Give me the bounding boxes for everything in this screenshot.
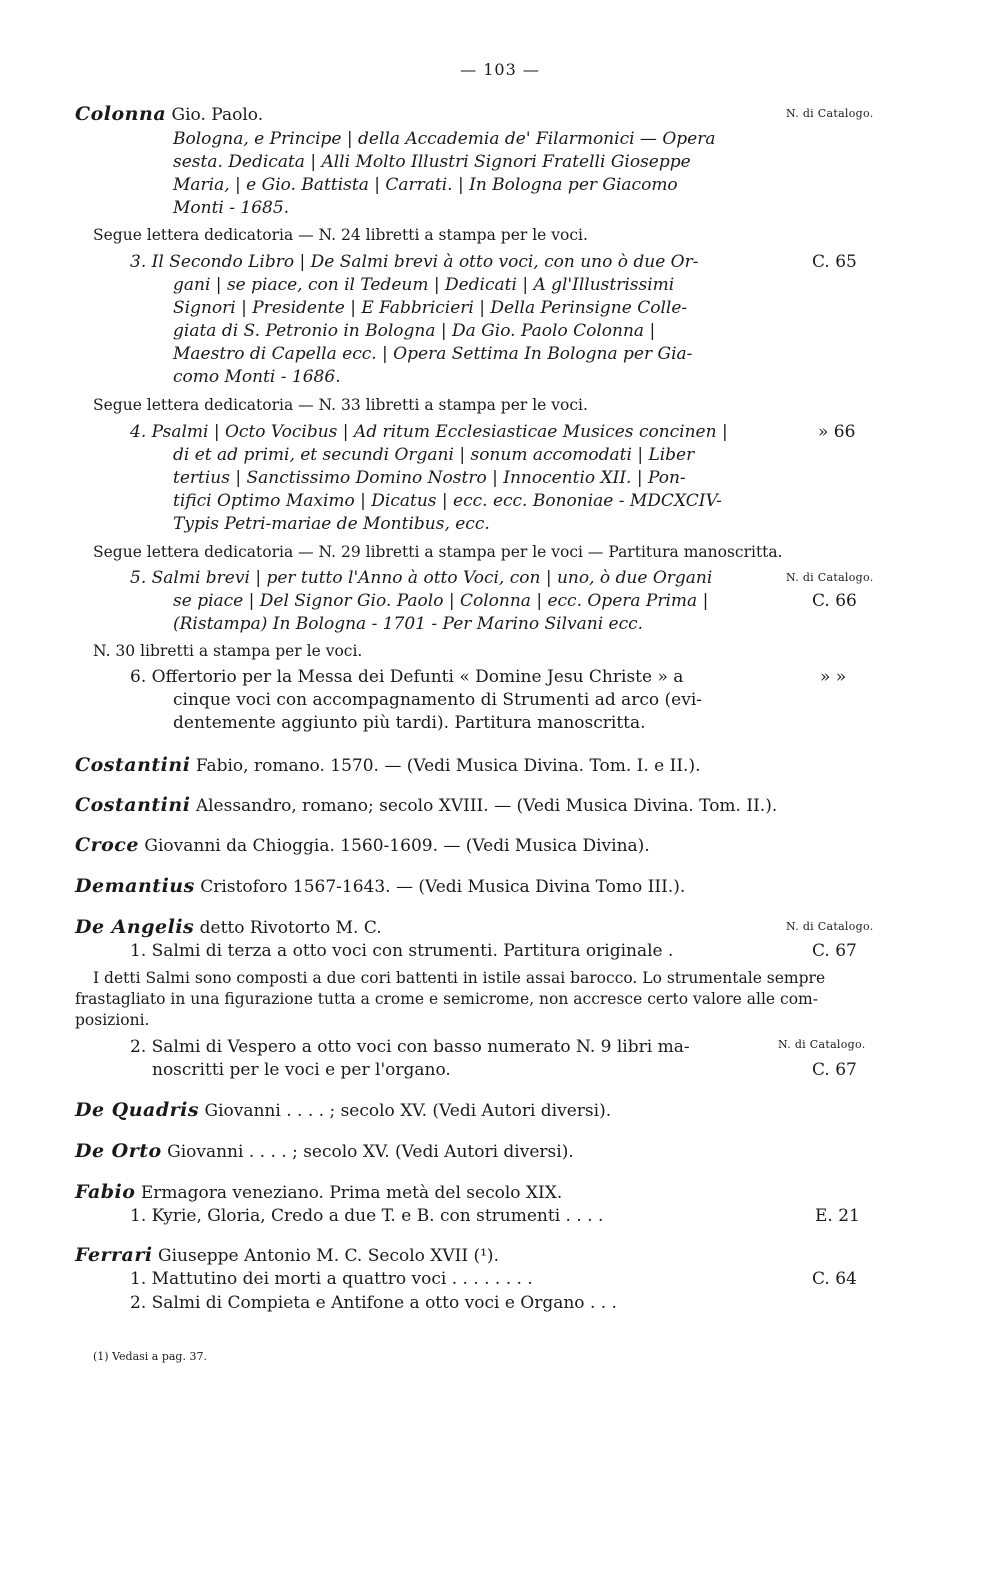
item-text-line: Bologna, e Principe | della Accademia de' Filarmonici — Opera <box>173 129 716 149</box>
footnote: (1) Vedasi a pag. 37. <box>93 1350 207 1363</box>
entry-text: Alessandro, romano; secolo XVIII. — (Vedi Musica Divina. Tom. II.). <box>195 796 778 816</box>
item-note: Segue lettera dedicatoria — N. 29 libretti a stampa per le voci — Partitura manoscritta. <box>93 543 783 561</box>
entry-text: Cristoforo 1567-1643. — (Vedi Musica Divina Tomo III.). <box>200 877 686 897</box>
item-text-line: tifici Optimo Maximo | Dicatus | ecc. ecc. Bononiae - MDCXCIV- <box>173 491 722 511</box>
item-note: I detti Salmi sono composti a due cori battenti in istile assai barocco. Lo strumentale sempre <box>93 969 826 987</box>
composer-name: De Quadris <box>75 1099 200 1121</box>
item-text-line: 1. Mattutino dei morti a quattro voci . . . . . . . . <box>130 1269 533 1289</box>
entry-text: Giovanni . . . . ; secolo XV. (Vedi Autori diversi). <box>167 1142 574 1162</box>
composer-name: Colonna <box>75 103 167 125</box>
item-text-line: (Ristampa) In Bologna - 1701 - Per Marino Silvani ecc. <box>173 614 644 634</box>
entry-de-orto <box>75 1140 574 1163</box>
composer-name: De Angelis <box>75 916 195 938</box>
composer-name: Ferrari <box>75 1244 153 1266</box>
item-note: Segue lettera dedicatoria — N. 33 libretti a stampa per le voci. <box>93 396 588 414</box>
catalogue-header: N. di Catalogo. <box>778 1038 866 1051</box>
item-text-line: como Monti - 1686. <box>173 367 341 387</box>
item-note: frastagliato in una figurazione tutta a crome e semicrome, non accresce certo valore alle com- <box>75 990 818 1008</box>
item-text-line: cinque voci con accompagnamento di Strumenti ad arco (evi- <box>173 690 703 710</box>
composer-first-name: detto Rivotorto M. C. <box>199 918 382 938</box>
catalogue-header: N. di Catalogo. <box>786 571 874 584</box>
item-text-line: noscritti per le voci e per l'organo. <box>152 1060 451 1080</box>
item-text-line: 1. Kyrie, Gloria, Credo a due T. e B. con strumenti . . . . <box>130 1206 604 1226</box>
entry-text: Giovanni da Chioggia. 1560-1609. — (Vedi Musica Divina). <box>144 836 650 856</box>
catalogue-header: N. di Catalogo. <box>786 920 874 933</box>
item-text-line: giata di S. Petronio in Bologna | Da Gio. Paolo Colonna | <box>173 321 656 341</box>
item-text-line: 3. Il Secondo Libro | De Salmi brevi à otto voci, con uno ò due Or- <box>130 252 699 272</box>
item-text-line: 6. Offertorio per la Messa dei Defunti « Domine Jesu Christe » a <box>130 667 684 687</box>
item-text-line: tertius | Sanctissimo Domino Nostro | Innocentio XII. | Pon- <box>173 468 686 488</box>
item-text-line: 2. Salmi di Vespero a otto voci con basso numerato N. 9 libri ma- <box>130 1037 690 1057</box>
composer-name: Costantini <box>75 754 191 776</box>
entry-costantini-alessandro <box>75 794 777 817</box>
item-note: N. 30 libretti a stampa per le voci. <box>93 642 363 660</box>
catalogue-number: C. 67 <box>812 941 857 961</box>
item-text-line: 1. Salmi di terza a otto voci con strumenti. Partitura originale . <box>130 941 674 961</box>
entry-ferrari <box>75 1244 499 1267</box>
item-text-line: Monti - 1685. <box>173 198 290 218</box>
item-text-line: 4. Psalmi | Octo Vocibus | Ad ritum Ecclesiasticae Musices concinen | <box>130 422 728 442</box>
item-text-line: Maria, | e Gio. Battista | Carrati. | In Bologna per Giacomo <box>173 175 678 195</box>
entry-croce <box>75 834 650 857</box>
item-note: posizioni. <box>75 1011 150 1029</box>
entry-costantini-fabio <box>75 754 701 777</box>
item-text-line: Maestro di Capella ecc. | Opera Settima In Bologna per Gia- <box>173 344 693 364</box>
catalogue-number: C. 66 <box>812 591 857 611</box>
composer-name: Croce <box>75 834 139 856</box>
entry-de-quadris <box>75 1099 611 1122</box>
catalogue-number: C. 64 <box>812 1269 857 1289</box>
item-text-line: se piace | Del Signor Gio. Paolo | Colonna | ecc. Opera Prima | <box>173 591 709 611</box>
catalogue-header: N. di Catalogo. <box>786 107 874 120</box>
entry-demantius <box>75 875 685 898</box>
item-note: Segue lettera dedicatoria — N. 24 libretti a stampa per le voci. <box>93 226 588 244</box>
page-number: — 103 — <box>460 60 540 79</box>
composer-name: De Orto <box>75 1140 162 1162</box>
item-text-line: dentemente aggiunto più tardi). Partitura manoscritta. <box>173 713 646 733</box>
entry-colonna-heading <box>75 103 263 126</box>
composer-name: Costantini <box>75 794 191 816</box>
composer-first-name: Gio. Paolo. <box>171 105 264 125</box>
entry-text: Fabio, romano. 1570. — (Vedi Musica Divina. Tom. I. e II.). <box>195 756 701 776</box>
composer-name: Fabio <box>75 1181 136 1203</box>
item-text-line: 2. Salmi di Compieta e Antifone a otto voci e Organo . . . <box>130 1293 617 1313</box>
item-text-line: Signori | Presidente | E Fabbricieri | Della Perinsigne Colle- <box>173 298 688 318</box>
entry-text: Giuseppe Antonio M. C. Secolo XVII (¹). <box>158 1246 499 1266</box>
entry-text: Giovanni . . . . ; secolo XV. (Vedi Autori diversi). <box>204 1101 612 1121</box>
item-text-line: di et ad primi, et secundi Organi | sonum accomodati | Liber <box>173 445 695 465</box>
catalogue-number: » 66 <box>818 422 856 442</box>
item-text-line: 5. Salmi brevi | per tutto l'Anno à otto Voci, con | uno, ò due Organi <box>130 568 713 588</box>
catalogue-number: » » <box>820 667 847 687</box>
composer-name: Demantius <box>75 875 195 897</box>
entry-text: Ermagora veneziano. Prima metà del secolo XIX. <box>140 1183 563 1203</box>
item-text-line: sesta. Dedicata | Alli Molto Illustri Signori Fratelli Gioseppe <box>173 152 691 172</box>
item-text-line: Typis Petri-mariae de Montibus, ecc. <box>173 514 490 534</box>
item-text-line: gani | se piace, con il Tedeum | Dedicati | A gl'Illustrissimi <box>173 275 675 295</box>
entry-de-angelis-heading <box>75 916 382 939</box>
catalogue-number: C. 67 <box>812 1060 857 1080</box>
catalogue-number: E. 21 <box>815 1206 860 1226</box>
catalogue-number: C. 65 <box>812 252 857 272</box>
entry-fabio <box>75 1181 562 1204</box>
